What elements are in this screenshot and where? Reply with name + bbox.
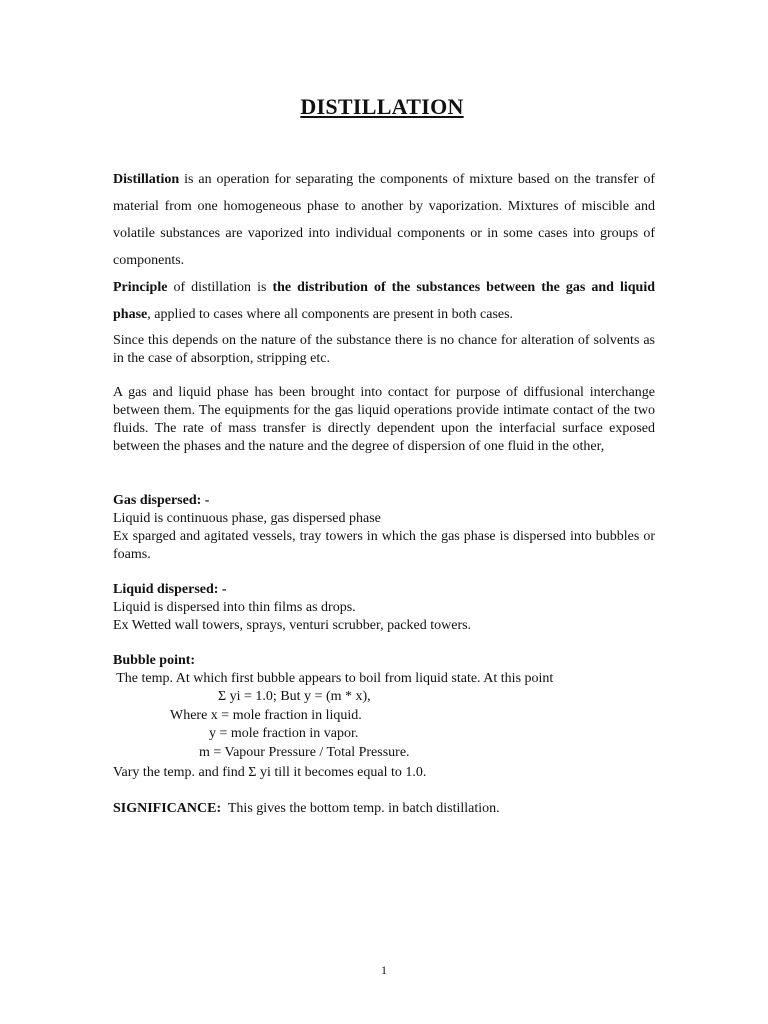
principle-rest: , applied to cases where all components are present in both cases. [147,307,514,322]
bubble-point-line2: Vary the temp. and find Σ yi till it becomes equal to 1.0. [113,765,427,780]
principle-bold: the distribution of the substances between the gas and liquid phase [113,280,655,322]
principle-mid: of distillation is [167,280,273,295]
liquid-dispersed-heading: Liquid dispersed: - [113,582,227,597]
significance-section [113,800,655,818]
bubble-point-equation-1: Σ yi = 1.0; But y = (m * x), [218,689,371,704]
page-number: 1 [381,963,387,977]
gas-dispersed-heading: Gas dispersed: - [113,493,210,508]
since-paragraph: Since this depends on the nature of the substance there is no chance for alteration of solvents as in the case of absorption, stripping etc. [113,333,655,366]
intro-paragraph [113,166,655,274]
significance-text: This gives the bottom temp. in batch distillation. [221,801,500,816]
intro-text: is an operation for separating the components of mixture based on the transfer of material from one homogeneous phase to another by vaporization. Mixtures of miscible and volatile substances are vaporized into individual components or in some cases into groups of components. [113,172,655,268]
liquid-dispersed-line1: Liquid is dispersed into thin films as drops. [113,600,356,615]
liquid-dispersed-line2: Ex Wetted wall towers, sprays, venturi scrubber, packed towers. [113,618,472,633]
bubble-point-equation-4: m = Vapour Pressure / Total Pressure. [199,745,410,760]
page-title: DISTILLATION [300,94,464,119]
principle-paragraph [113,274,655,328]
bubble-point-heading: Bubble point: [113,653,196,668]
liquid-dispersed-section [113,581,655,635]
gas-liquid-paragraph: A gas and liquid phase has been brought into contact for purpose of diffusional interchange between them. The equipments for the gas liquid operations provide intimate contact of the two fluids. The rate of mass transfer is directly dependent upon the interfacial surface exposed between the phases and the nature and the degree of dispersion of one fluid in the other, [113,385,655,454]
gas-dispersed-section [113,492,655,564]
bubble-point-section [113,652,655,688]
significance-label: SIGNIFICANCE: [113,801,222,816]
bubble-point-equation-2: Where x = mole fraction in liquid. [170,708,362,723]
bubble-point-equation-3: y = mole fraction in vapor. [209,726,359,741]
principle-term: Principle [113,280,168,295]
gas-dispersed-line1: Liquid is continuous phase, gas dispersed phase [113,511,381,526]
gas-dispersed-line2: Ex sparged and agitated vessels, tray towers in which the gas phase is dispersed into bubbles or foams. [113,529,655,562]
bubble-point-line1: The temp. At which first bubble appears to boil from liquid state. At this point [113,671,554,686]
intro-term: Distillation [113,172,180,187]
